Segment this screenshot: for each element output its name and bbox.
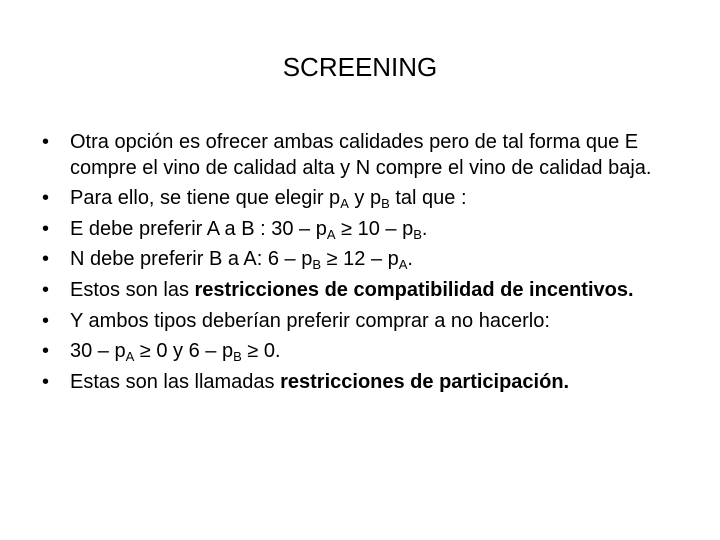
bullet-text-part: y p (348, 187, 382, 210)
bullet-text: Y ambos tipos deberían preferir comprar a no hacerlo: (70, 309, 550, 332)
bullet-icon: • (42, 217, 50, 240)
slide-title: SCREENING (282, 52, 438, 82)
bullet-item (42, 339, 692, 365)
bullet-text-part: ≥ 12 – p (321, 248, 399, 271)
bullet-list (42, 130, 692, 400)
bullet-icon: • (42, 187, 50, 210)
bullet-text-part: ≥ 10 – p (335, 217, 414, 240)
bullet-icon: • (42, 340, 50, 363)
bullet-item (42, 278, 692, 304)
bullet-text-part: E debe preferir A a B : 30 – p (70, 217, 327, 240)
subscript: B (381, 196, 390, 212)
bullet-text-part: ≥ 0. (241, 340, 281, 363)
bullet-icon: • (42, 248, 50, 271)
subscript: A (125, 349, 135, 365)
subscript: B (312, 257, 322, 273)
bullet-text-part: N debe preferir B a A: 6 – p (70, 248, 313, 271)
bold-term-punct: . (627, 278, 634, 301)
subscript: A (398, 257, 408, 273)
bullet-item (42, 247, 692, 273)
bullet-text-part: . (407, 248, 413, 271)
bullet-text-part: Para ello, se tiene que elegir p (70, 187, 341, 210)
bullet-icon: • (42, 309, 50, 332)
bullet-item (42, 217, 692, 243)
bullet-text-part: Estos son las (70, 278, 195, 301)
bullet-text-part: 30 – p (70, 340, 126, 363)
bullet-text-part: ≥ 0 y 6 – p (134, 340, 234, 363)
bold-term-punct: . (563, 370, 570, 393)
bullet-icon: • (42, 131, 50, 153)
bullet-item (42, 130, 692, 181)
bold-term: restricciones de compatibilidad de incentivos (194, 278, 628, 301)
subscript: B (233, 349, 242, 365)
bullet-item (42, 370, 692, 396)
bullet-text-part: . (421, 217, 428, 240)
bullet-text: Otra opción es ofrecer ambas calidades pero de tal forma que E compre el vino de calidad alta y N compre el vino de calidad baja. (70, 131, 652, 179)
bold-term: restricciones de participación (280, 370, 564, 393)
subscript: A (340, 196, 349, 212)
bullet-icon: • (42, 278, 50, 301)
bullet-icon: • (42, 370, 50, 393)
bullet-text-part: Estas son las llamadas (70, 370, 281, 393)
bullet-item (42, 309, 692, 335)
bullet-text-part: tal que : (389, 187, 467, 210)
subscript: A (326, 226, 336, 242)
subscript: B (413, 226, 422, 242)
bullet-item (42, 186, 692, 212)
